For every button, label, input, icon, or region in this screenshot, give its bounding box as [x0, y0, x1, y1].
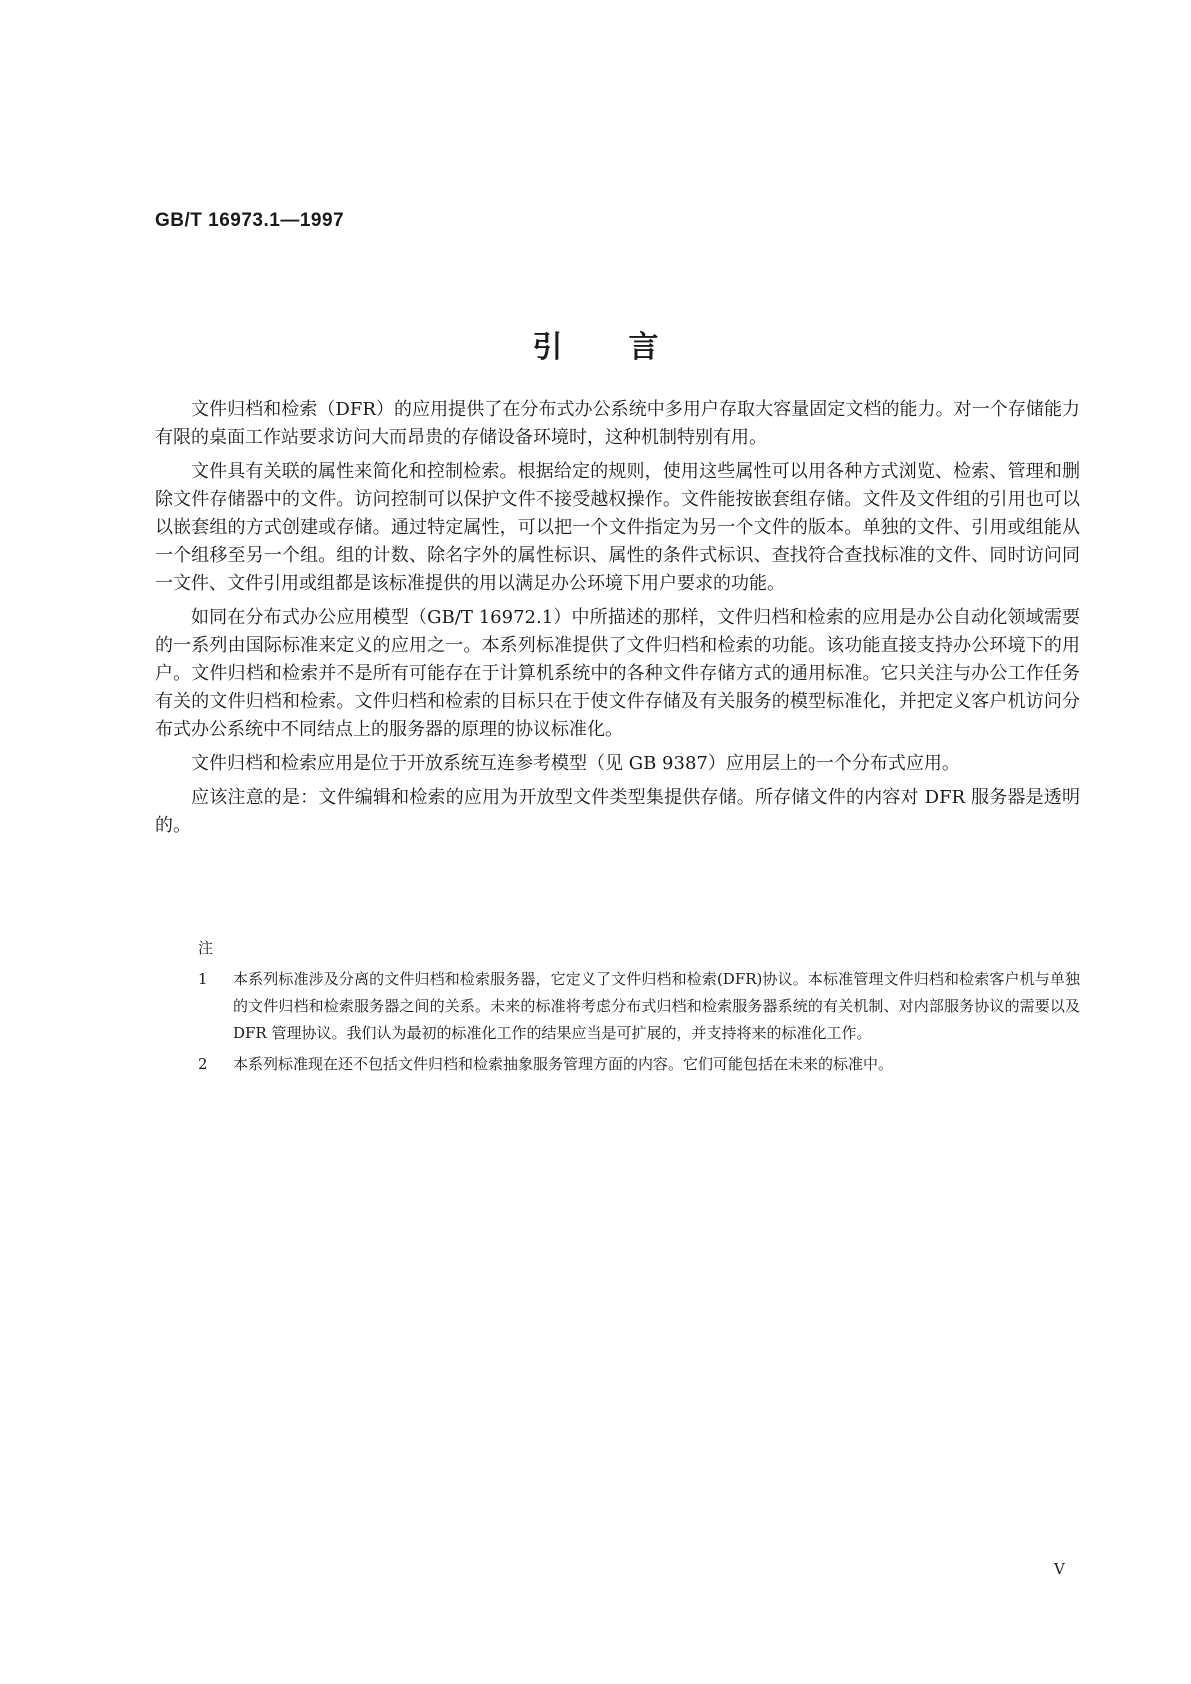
body-text [155, 396, 1080, 846]
paragraph-4: 文件归档和检索应用是位于开放系统互连参考模型（见 GB 9387）应用层上的一个分布式应用。 [191, 753, 960, 774]
note-text: 本系列标准现在还不包括文件归档和检索抽象服务管理方面的内容。它们可能包括在未来的标准中。 [233, 1055, 894, 1073]
note-text: 本系列标准涉及分离的文件归档和检索服务器，它定义了文件归档和检索(DFR)协议。本标准管理文件归档和检索客户机与单独的文件归档和检索服务器之间的关系。未来的标准将考虑分布式归档和检索服务器系统的有关机制、对内部服务协议的需要以及 DFR 管理协议。我们认为最初的标准化工作的结果应当是可扩展的，并支持将来的标准化工作。 [233, 970, 1080, 1042]
page-number: V [1054, 1560, 1065, 1578]
standard-number: GB/T 16973.1—1997 [155, 210, 345, 231]
note-item [198, 966, 1080, 1047]
note-number: 1 [198, 970, 208, 988]
note-number: 2 [198, 1055, 208, 1073]
section-title: 引言 [532, 330, 725, 365]
paragraph-2: 文件具有关联的属性来简化和控制检索。根据给定的规则，使用这些属性可以用各种方式浏览、检索、管理和删除文件存储器中的文件。访问控制可以保护文件不接受越权操作。文件能按嵌套组存储。文件及文件组的引用也可以以嵌套组的方式创建或存储。通过特定属性，可以把一个文件指定为另一个文件的版本。单独的文件、引用或组能从一个组移至另一个组。组的计数、除名字外的属性标识、属性的条件式标识、查找符合查找标准的文件、同时访问同一文件、文件引用或组都是该标准提供的用以满足办公环境下用户要求的功能。 [155, 461, 1080, 594]
paragraph-5: 应该注意的是：文件编辑和检索的应用为开放型文件类型集提供存储。所存储文件的内容对 DFR 服务器是透明的。 [155, 787, 1080, 836]
notes-section [198, 935, 1080, 1082]
notes-label: 注 [198, 939, 214, 957]
note-item [198, 1051, 1080, 1078]
paragraph-1: 文件归档和检索（DFR）的应用提供了在分布式办公系统中多用户存取大容量固定文档的能力。对一个存储能力有限的桌面工作站要求访问大而昂贵的存储设备环境时，这种机制特别有用。 [155, 399, 1080, 448]
paragraph-3: 如同在分布式办公应用模型（GB/T 16972.1）中所描述的那样，文件归档和检索的应用是办公自动化领域需要的一系列由国际标准来定义的应用之一。本系列标准提供了文件归档和检索的功能。该功能直接支持办公环境下的用户。文件归档和检索并不是所有可能存在于计算机系统中的各种文件存储方式的通用标准。它只关注与办公工作任务有关的文件归档和检索。文件归档和检索的目标只在于使文件存储及有关服务的模型标准化，并把定义客户机访问分布式办公系统中不同结点上的服务器的原理的协议标准化。 [155, 607, 1080, 740]
